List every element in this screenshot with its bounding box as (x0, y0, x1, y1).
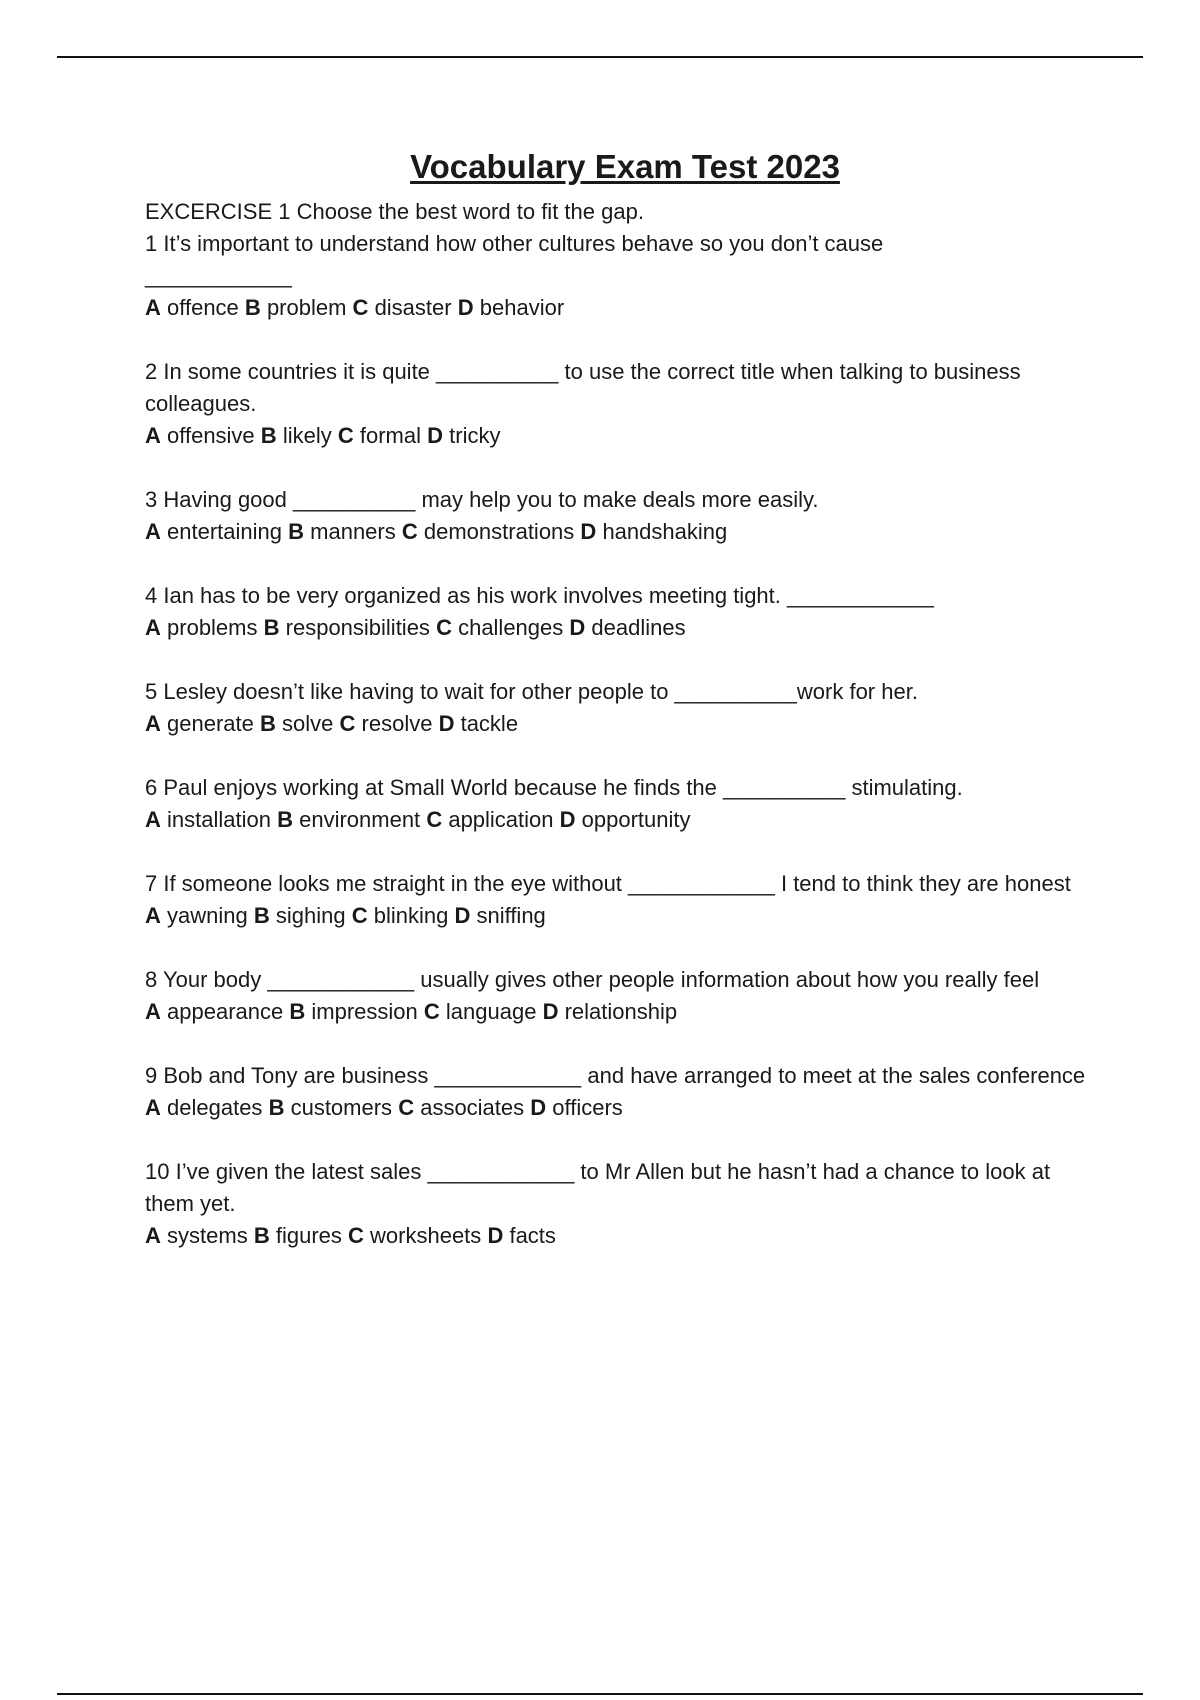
option-word: impression (311, 999, 418, 1024)
option-word: entertaining (167, 519, 282, 544)
option-letter: D (427, 423, 443, 448)
option-letter: C (398, 1095, 415, 1120)
option-word: problems (167, 615, 258, 640)
option-letter: B (289, 999, 306, 1024)
option-letter: A (145, 1223, 161, 1248)
question-3 (145, 484, 1105, 548)
option-letter: B (260, 711, 276, 736)
option-letter: B (268, 1095, 285, 1120)
option-letter: A (145, 423, 161, 448)
option-word: appearance (167, 999, 284, 1024)
option-word: tackle (460, 711, 519, 736)
answer-options (145, 612, 1105, 644)
option-letter: D (542, 999, 559, 1024)
option-word: worksheets (370, 1223, 482, 1248)
answer-options (145, 420, 1105, 452)
option-letter: A (145, 711, 161, 736)
option-letter: D (569, 615, 586, 640)
answer-options (145, 516, 1105, 548)
option-word: blinking (373, 903, 449, 928)
option-letter: B (277, 807, 293, 832)
option-letter: D (438, 711, 455, 736)
option-letter: A (145, 519, 161, 544)
option-word: facts (509, 1223, 556, 1248)
answer-options (145, 1220, 1105, 1252)
option-word: customers (290, 1095, 393, 1120)
question-text: 1 It’s important to understand how other cultures behave so you don’t cause (145, 231, 884, 256)
option-letter: C (423, 999, 440, 1024)
option-letter: B (244, 295, 261, 320)
option-word: demonstrations (423, 519, 575, 544)
document-body (145, 146, 1105, 1284)
question-text: 4 Ian has to be very organized as his work involves meeting tight. ____________ (145, 583, 934, 608)
option-word: associates (420, 1095, 525, 1120)
answer-options (145, 708, 1105, 740)
option-letter: D (454, 903, 471, 928)
option-letter: D (559, 807, 576, 832)
top-rule (57, 56, 1143, 58)
question-text: 7 If someone looks me straight in the eye without ____________ I tend to think they are honest (145, 871, 1071, 896)
option-letter: D (457, 295, 474, 320)
question-2 (145, 356, 1105, 452)
question-text: 5 Lesley doesn’t like having to wait for other people to __________work for her. (145, 679, 918, 704)
option-letter: C (339, 711, 356, 736)
option-letter: D (580, 519, 597, 544)
option-letter: A (145, 615, 161, 640)
option-word: manners (310, 519, 396, 544)
exercise-instruction: EXCERCISE 1 Choose the best word to fit the gap. (145, 199, 644, 224)
option-word: language (445, 999, 537, 1024)
option-letter: D (487, 1223, 504, 1248)
option-word: sniffing (476, 903, 546, 928)
option-letter: C (401, 519, 418, 544)
option-letter: A (145, 1095, 161, 1120)
answer-options (145, 996, 1105, 1028)
option-word: tricky (449, 423, 501, 448)
answer-options (145, 292, 1105, 324)
question-4 (145, 580, 1105, 644)
question-blank: ____________ (145, 263, 292, 288)
answer-options (145, 804, 1105, 836)
option-word: likely (282, 423, 332, 448)
question-text: 3 Having good __________ may help you to make deals more easily. (145, 487, 819, 512)
option-word: formal (359, 423, 421, 448)
option-letter: C (436, 615, 452, 640)
option-word: handshaking (602, 519, 728, 544)
option-word: systems (167, 1223, 248, 1248)
option-letter: B (253, 903, 270, 928)
option-word: offence (167, 295, 239, 320)
option-word: disaster (374, 295, 452, 320)
option-letter: D (530, 1095, 547, 1120)
question-text: 8 Your body ____________ usually gives other people information about how you really feel (145, 967, 1040, 992)
option-letter: A (145, 903, 161, 928)
question-5 (145, 676, 1105, 740)
option-word: sighing (275, 903, 346, 928)
option-word: figures (275, 1223, 342, 1248)
option-word: offensive (167, 423, 255, 448)
option-word: opportunity (581, 807, 691, 832)
option-word: behavior (479, 295, 565, 320)
option-word: relationship (564, 999, 678, 1024)
option-letter: B (263, 615, 280, 640)
option-word: generate (167, 711, 254, 736)
question-text: 9 Bob and Tony are business ____________ and have arranged to meet at the sales conference (145, 1063, 1086, 1088)
question-text: 6 Paul enjoys working at Small World because he finds the __________ stimulating. (145, 775, 963, 800)
option-word: delegates (167, 1095, 263, 1120)
option-word: yawning (167, 903, 248, 928)
answer-options (145, 1092, 1105, 1124)
option-word: installation (167, 807, 271, 832)
option-word: application (448, 807, 554, 832)
option-letter: A (145, 999, 161, 1024)
page-title: Vocabulary Exam Test 2023 (410, 148, 840, 185)
question-text: 10 I’ve given the latest sales ____________ to Mr Allen but he hasn’t had a chance to look at them yet. (145, 1159, 1051, 1216)
option-word: responsibilities (285, 615, 430, 640)
option-letter: B (253, 1223, 270, 1248)
option-word: deadlines (591, 615, 686, 640)
option-word: officers (552, 1095, 623, 1120)
question-1 (145, 228, 1105, 324)
option-letter: C (337, 423, 354, 448)
option-word: environment (299, 807, 421, 832)
option-letter: A (145, 807, 161, 832)
question-6 (145, 772, 1105, 836)
option-letter: B (288, 519, 305, 544)
question-9 (145, 1060, 1105, 1124)
option-word: solve (282, 711, 334, 736)
option-letter: B (260, 423, 277, 448)
question-10 (145, 1156, 1105, 1252)
question-text: 2 In some countries it is quite __________ to use the correct title when talking to business colleagues. (145, 359, 1021, 416)
option-letter: C (351, 903, 368, 928)
option-letter: C (352, 295, 369, 320)
bottom-rule (57, 1693, 1143, 1695)
option-word: challenges (458, 615, 564, 640)
option-letter: C (348, 1223, 364, 1248)
question-8 (145, 964, 1105, 1028)
option-word: problem (266, 295, 347, 320)
option-word: resolve (361, 711, 433, 736)
answer-options (145, 900, 1105, 932)
option-letter: C (426, 807, 443, 832)
option-letter: A (145, 295, 161, 320)
question-7 (145, 868, 1105, 932)
